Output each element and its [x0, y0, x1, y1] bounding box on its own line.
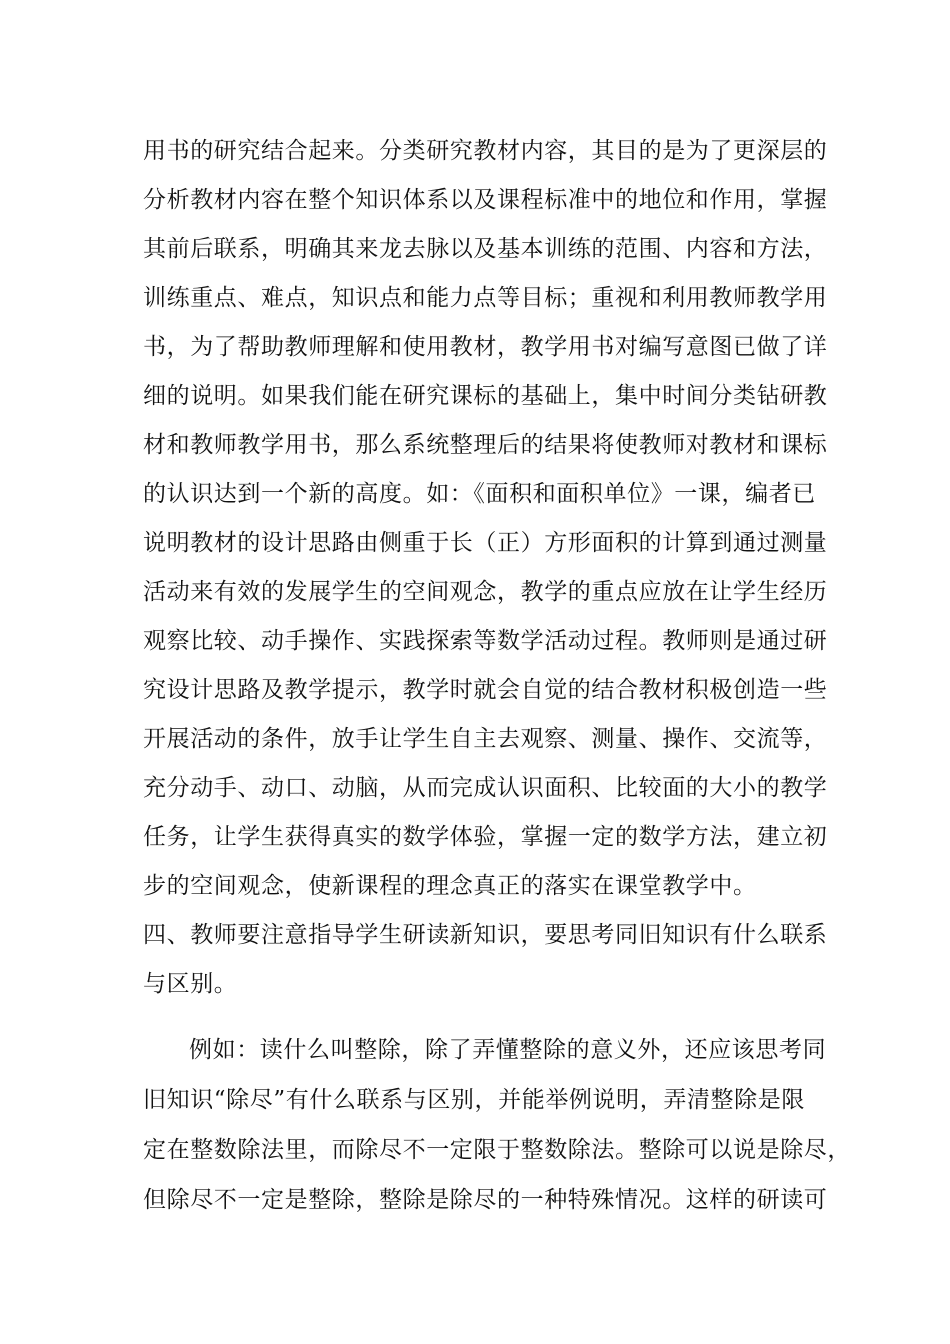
paragraph-line: 步的空间观念，使新课程的理念真正的落实在课堂教学中。	[143, 873, 757, 899]
paragraph-line: 分析教材内容在整个知识体系以及课程标准中的地位和作用，掌握	[143, 187, 828, 213]
paragraph-line: 书，为了帮助教师理解和使用教材，教学用书对编写意图已做了详	[143, 334, 828, 360]
paragraph-line: 观察比较、动手操作、实践探索等数学活动过程。教师则是通过研	[143, 628, 828, 654]
section-heading: 与区别。	[143, 971, 238, 997]
paragraph-line: 训练重点、难点，知识点和能力点等目标；重视和利用教师教学用	[143, 285, 828, 311]
paragraph-line: 的认识达到一个新的高度。如：《面积和面积单位》一课，编者已	[143, 481, 816, 507]
paragraph-line: 说明教材的设计思路由侧重于长（正）方形面积的计算到通过测量	[143, 530, 828, 556]
paragraph-line: 开展活动的条件，放手让学生自主去观察、测量、操作、交流等，	[143, 726, 828, 752]
paragraph-line: 究设计思路及教学提示，教学时就会自觉的结合教材积极创造一些	[143, 677, 828, 703]
paragraph-line: 任务，让学生获得真实的数学体验，掌握一定的数学方法，建立初	[143, 824, 828, 850]
paragraph-line: 细的说明。如果我们能在研究课标的基础上，集中时间分类钻研教	[143, 383, 828, 409]
paragraph-line: 例如：读什么叫整除，除了弄懂整除的意义外，还应该思考同	[189, 1037, 827, 1063]
paragraph-line: 活动来有效的发展学生的空间观念，教学的重点应放在让学生经历	[143, 579, 828, 605]
paragraph-line: 但除尽不一定是整除，整除是除尽的一种特殊情况。这样的研读可	[143, 1187, 828, 1213]
paragraph-line: 充分动手、动口、动脑，从而完成认识面积、比较面的大小的教学	[143, 775, 828, 801]
paragraph-line: 旧知识“除尽”有什么联系与区别，并能举例说明，弄清整除是限	[143, 1087, 805, 1113]
paragraph-line: 定在整数除法里，而除尽不一定限于整数除法。整除可以说是除尽，	[143, 1137, 851, 1163]
paragraph-line: 其前后联系，明确其来龙去脉以及基本训练的范围、内容和方法，	[143, 236, 828, 262]
section-heading: 四、教师要注意指导学生研读新知识，要思考同旧知识有什么联系	[143, 922, 828, 948]
paragraph-line: 用书的研究结合起来。分类研究教材内容，其目的是为了更深层的	[143, 138, 828, 164]
paragraph-line: 材和教师教学用书，那么系统整理后的结果将使教师对教材和课标	[143, 432, 828, 458]
